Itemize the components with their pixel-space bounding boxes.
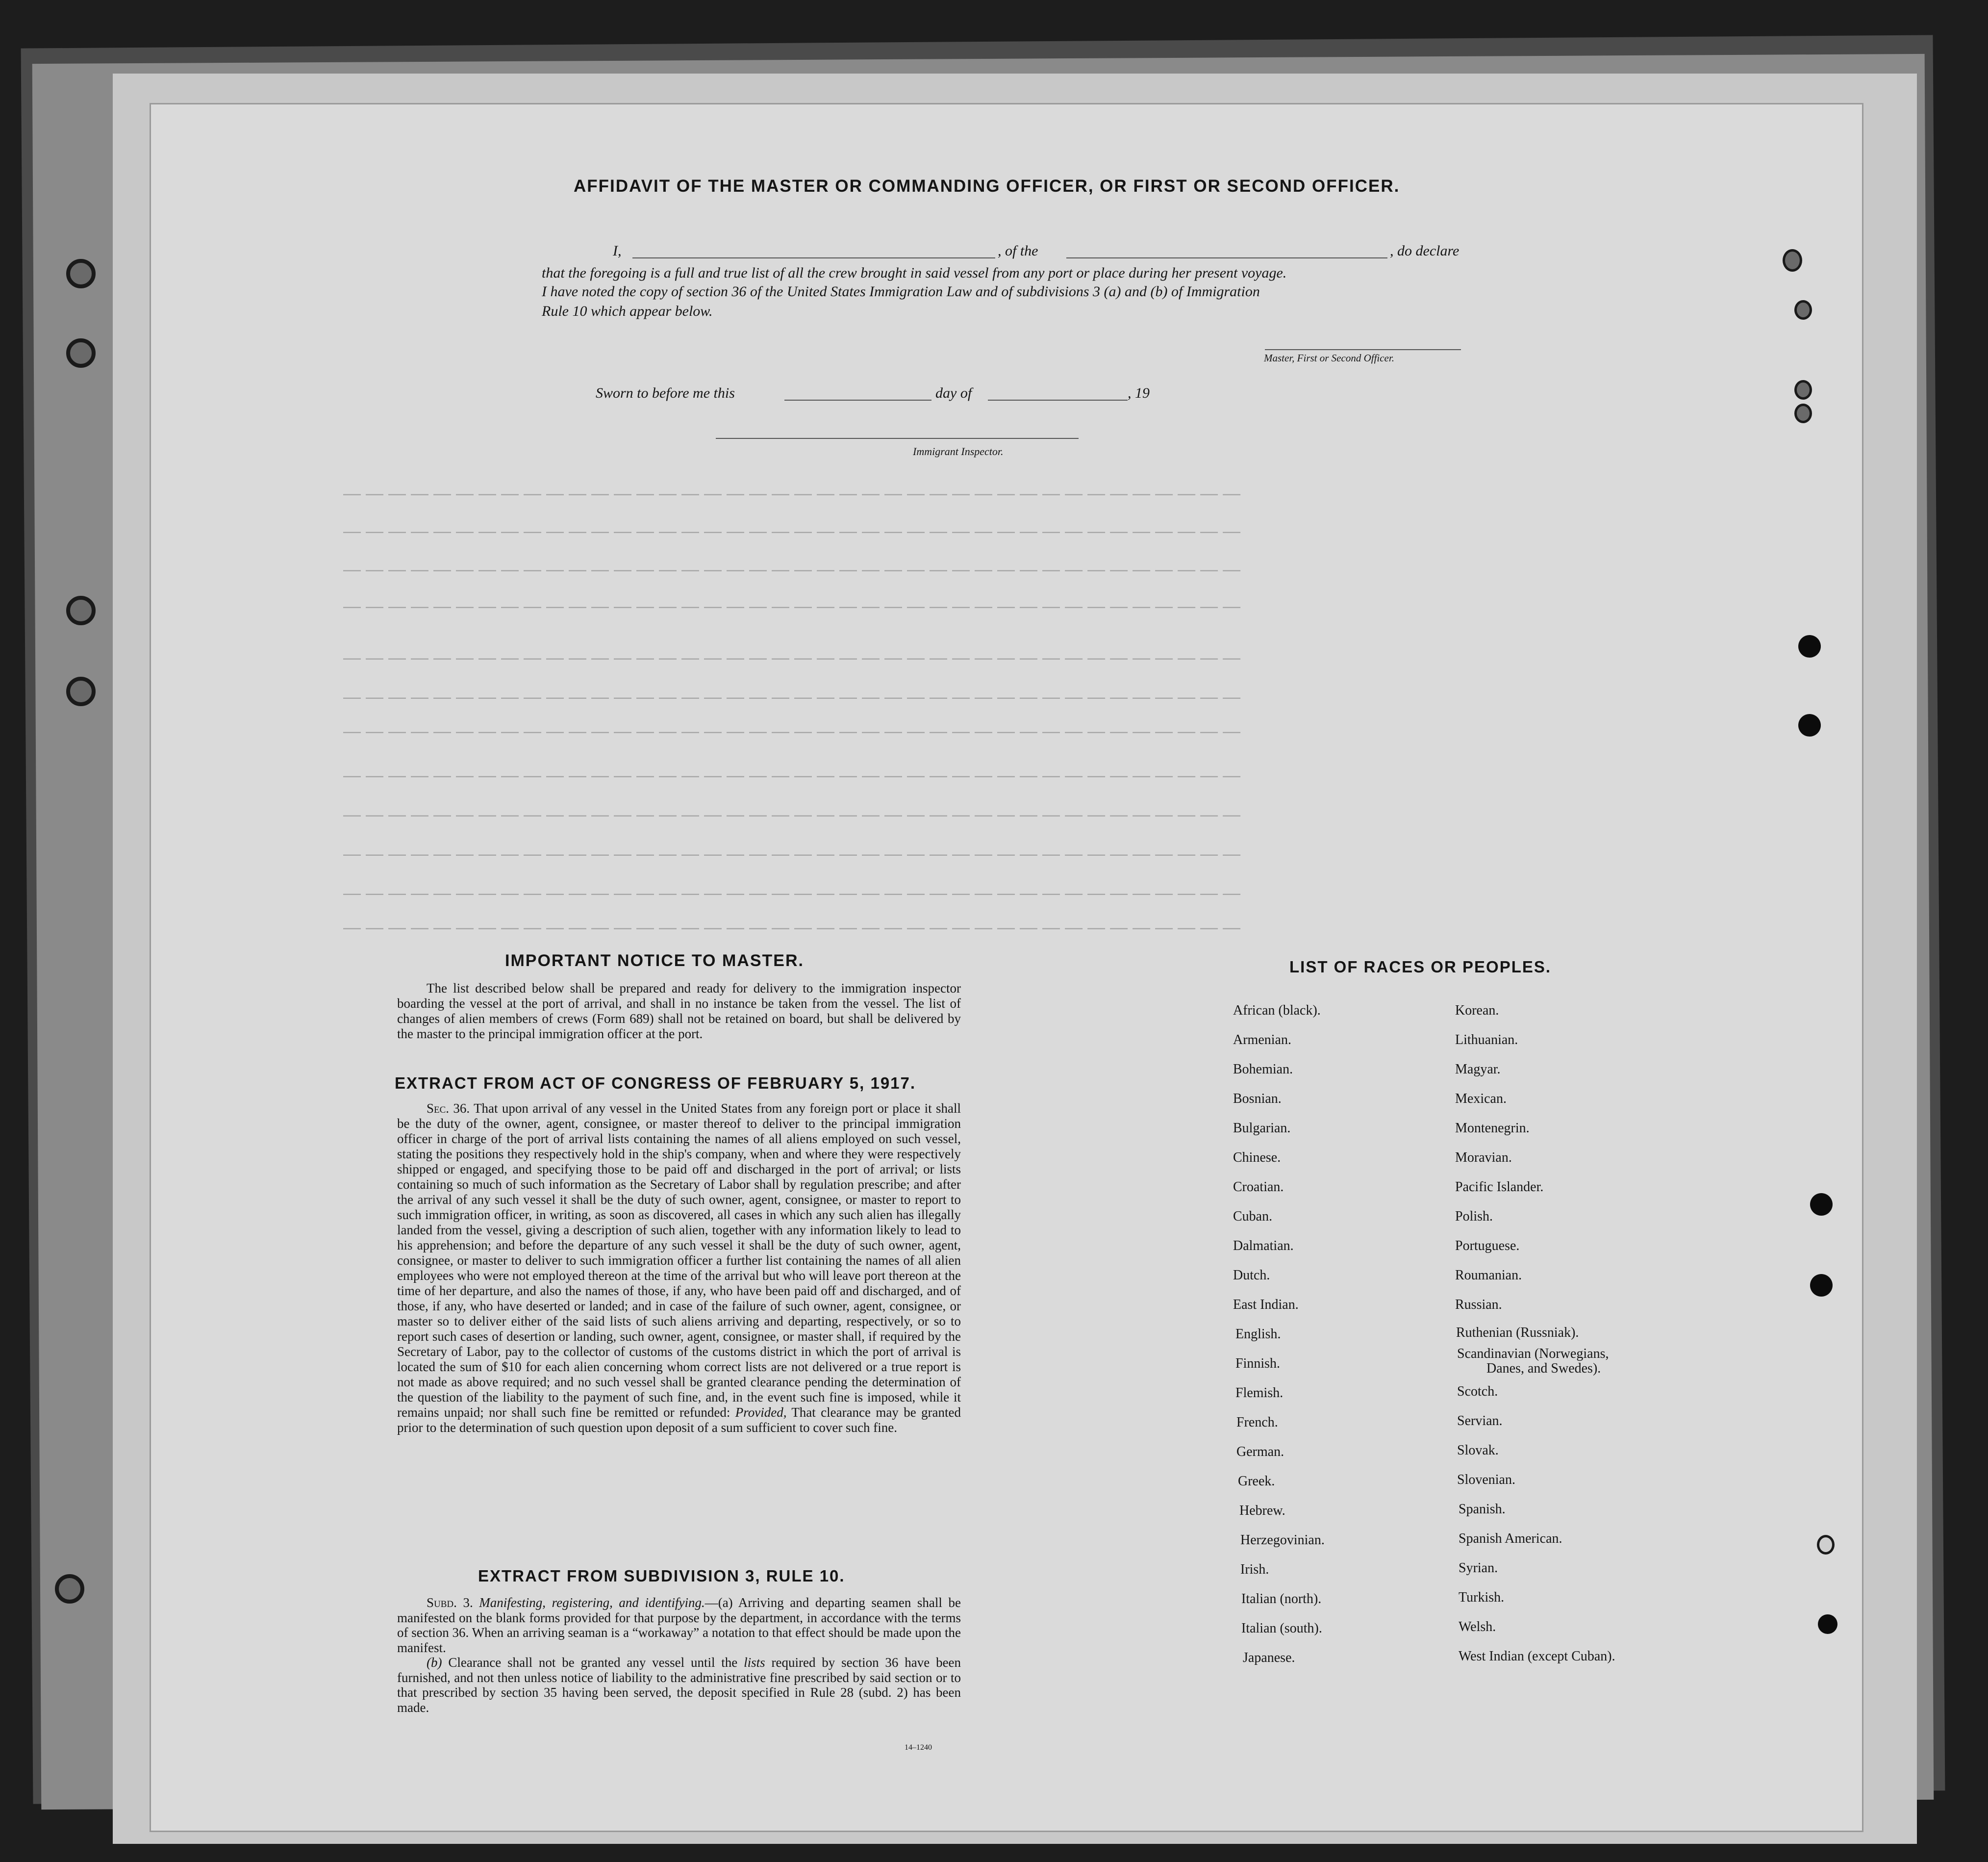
inspector-signature-line — [716, 438, 1079, 439]
race-item: Slovenian. — [1457, 1472, 1515, 1487]
affidavit-line-2: that the foregoing is a full and true list of all the crew brought in said vessel from any port or place during her present voyage. — [542, 265, 1287, 281]
race-item: Welsh. — [1459, 1619, 1496, 1634]
section-text: That upon arrival of any vessel in the United States from any foreign port or place it shall be the duty of the owner, agent, consignee, or master thereof to deliver to the principal immigration officer in charge of the port of arrival lists containing the names of all aliens employed on such vessel, stating the positions they respectively hold in the ship's company, when and where they were respectively shipped or engaged, and specifying those to be paid off and discharged in the port of arrival; or lists containing so much of such information as the Secretary of Labor shall by regulation prescribe; and after the arrival of any such vessel it shall be the duty of such owner, agent, consignee, or master to report to such immigration officer, in writing, as soon as discovered, all cases in which any such alien has illegally landed from the vessel, giving a description of such alien, together with any information likely to lead to his apprehension; and before the departure of any such vessel it shall be the duty of such owner, agent, consignee, or master to deliver to such immigration officer a further list containing the names of all alien employees who were not employed thereon at the time of the arrival but who will leave port thereon at the time of her departure, and also the names of those, if any, who have been paid off and discharged, and of those, if any, who have deserted or landed; and in case of the failure of such owner, agent, consignee, or master so to deliver either of the said lists of such aliens arriving and departing, respectively, or so to report such cases of desertion or landing, such owner, agent, consignee, or master shall, if required by the Secretary of Labor, pay to the collector of customs of the customs district in which the port of arrival is located the sum of $10 for each alien concerning whom correct lists are not delivered or a true report is not made as above required; and no such vessel shall be granted clearance pending the determination of the question of the liability to the payment of such fine, and, in the event such fine is imposed, while it remains unpaid; nor shall such fine be remitted or refunded: — [397, 1101, 961, 1420]
punch-hole — [1817, 1535, 1835, 1555]
race-item: Bulgarian. — [1233, 1121, 1291, 1136]
race-item: Turkish. — [1459, 1590, 1505, 1605]
bleed-through-row: — — — — — — — — — — — — — — — — — — — — — — — — — — — — — — — — — — — — — — — — — [343, 483, 1241, 503]
bleed-through-row: — — — — — — — — — — — — — — — — — — — — — — — — — — — — — — — — — — — — — — — — — [343, 596, 1241, 616]
year-label: , 19 — [1128, 385, 1150, 401]
affidavit-title: AFFIDAVIT OF THE MASTER OR COMMANDING OFFICER, OR FIRST OR SECOND OFFICER. — [574, 177, 1400, 196]
race-item: Scotch. — [1457, 1384, 1498, 1399]
binder-hole — [66, 596, 96, 625]
affidavit-of-the: , of the — [998, 243, 1038, 259]
bleed-through-row: — — — — — — — — — — — — — — — — — — — — — — — — — — — — — — — — — — — — — — — — — [343, 765, 1241, 785]
binder-hole — [55, 1574, 84, 1604]
race-item: Dutch. — [1233, 1268, 1270, 1283]
binder-hole — [66, 677, 96, 706]
race-item: Roumanian. — [1455, 1268, 1522, 1283]
punch-hole — [1798, 714, 1821, 737]
race-item: Pacific Islander. — [1455, 1179, 1544, 1195]
punch-hole — [1798, 635, 1821, 658]
race-item: Cuban. — [1233, 1209, 1273, 1224]
punch-hole — [1810, 1274, 1833, 1297]
punch-hole — [1818, 1614, 1837, 1634]
punch-hole — [1810, 1193, 1833, 1216]
document-page — [150, 103, 1863, 1832]
master-caption: Master, First or Second Officer. — [1264, 352, 1394, 364]
bleed-through-row: — — — — — — — — — — — — — — — — — — — — — — — — — — — — — — — — — — — — — — — — — [343, 917, 1241, 937]
race-item: Croatian. — [1233, 1179, 1284, 1195]
affidavit-do-declare: , do declare — [1390, 243, 1460, 259]
race-item: German. — [1236, 1444, 1284, 1459]
bleed-through-row: — — — — — — — — — — — — — — — — — — — — — — — — — — — — — — — — — — — — — — — — — [343, 883, 1241, 903]
race-item: Polish. — [1455, 1209, 1493, 1224]
race-item: Bohemian. — [1233, 1062, 1293, 1077]
print-code: 14–1240 — [905, 1743, 932, 1752]
master-signature-line — [1265, 349, 1461, 350]
day-of-label: day of — [935, 385, 972, 401]
subdivision-title: Manifesting, registering, and identifying. — [479, 1595, 705, 1610]
sworn-month-blank — [988, 400, 1128, 401]
race-item: Montenegrin. — [1455, 1121, 1530, 1136]
race-item: African (black). — [1233, 1003, 1321, 1018]
bleed-through-row: — — — — — — — — — — — — — — — — — — — — — — — — — — — — — — — — — — — — — — — — — [343, 559, 1241, 579]
race-item: Servian. — [1457, 1413, 1503, 1428]
race-item: Ruthenian (Russniak). — [1456, 1325, 1579, 1340]
rule-paragraph-b — [397, 1655, 961, 1715]
section-text-end: That clearance may be granted prior to the determination of such question upon deposit of a sum sufficient to cover such fine. — [397, 1405, 961, 1435]
punch-hole — [1794, 380, 1812, 400]
race-item: Bosnian. — [1233, 1091, 1282, 1106]
race-item: West Indian (except Cuban). — [1459, 1649, 1615, 1664]
race-item: French. — [1236, 1415, 1278, 1430]
race-item: Spanish American. — [1459, 1531, 1562, 1546]
race-item: Moravian. — [1455, 1150, 1512, 1165]
rule-heading: EXTRACT FROM SUBDIVISION 3, RULE 10. — [478, 1567, 845, 1585]
race-item: Italian (north). — [1241, 1591, 1322, 1607]
race-item: Greek. — [1238, 1474, 1275, 1489]
sworn-day-blank — [784, 400, 931, 401]
punch-hole — [1794, 300, 1812, 320]
race-item: Scandinavian (Norwegians, — [1457, 1346, 1609, 1361]
sworn-label: Sworn to before me this — [596, 385, 735, 401]
bleed-through-row: — — — — — — — — — — — — — — — — — — — — — — — — — — — — — — — — — — — — — — — — — [343, 843, 1241, 864]
rule-body — [397, 1595, 961, 1715]
punch-hole — [1794, 404, 1812, 423]
race-item: Syrian. — [1459, 1560, 1498, 1576]
provided-label: Provided, — [735, 1405, 787, 1420]
race-item: Irish. — [1240, 1562, 1269, 1577]
notice-heading: IMPORTANT NOTICE TO MASTER. — [505, 951, 804, 970]
race-item: Herzegovinian. — [1240, 1532, 1325, 1548]
bleed-through-row: — — — — — — — — — — — — — — — — — — — — — — — — — — — — — — — — — — — — — — — — — [343, 521, 1241, 541]
binder-hole — [66, 259, 96, 288]
affidavit-i: I, — [613, 243, 622, 259]
name-blank — [632, 257, 995, 258]
notice-body: The list described below shall be prepared and ready for delivery to the immigration inspector boarding the vessel at the port of arrival, and shall in no instance be taken from the vessel. The list of changes of alien members of crews (Form 689) shall not be retained on board, but shall be delivered by the master to the principal immigration officer at the port. — [397, 981, 961, 1041]
section-label: Sec. 36. — [427, 1101, 470, 1116]
race-item: East Indian. — [1233, 1297, 1299, 1312]
races-heading: LIST OF RACES OR PEOPLES. — [1289, 958, 1552, 976]
paragraph-b-label: (b) — [427, 1655, 442, 1670]
race-item: Russian. — [1455, 1297, 1502, 1312]
paragraph-a-text: —(a) Arriving and departing seamen shall be manifested on the blank forms provided for that purpose by the department, in accordance with the terms of section 36. When an arriving seaman is a “workaway” a notation to that effect should be made upon the manifest. — [397, 1595, 961, 1655]
race-item: Danes, and Swedes). — [1486, 1361, 1601, 1376]
race-item: Armenian. — [1233, 1032, 1291, 1047]
race-item: Flemish. — [1235, 1385, 1283, 1401]
race-item: Spanish. — [1459, 1502, 1506, 1517]
race-item: English. — [1235, 1326, 1281, 1342]
paragraph-b-lists: lists — [744, 1655, 765, 1670]
race-item: Slovak. — [1457, 1443, 1499, 1458]
race-item: Japanese. — [1243, 1650, 1295, 1665]
paragraph-b-text: Clearance shall not be granted any vessel until the — [448, 1655, 738, 1670]
race-item: Portuguese. — [1455, 1238, 1520, 1253]
paragraph-b-text-end: required by section 36 have been furnished, and not then unless notice of liability to the administrative fine prescribed by said section or to that prescribed by section 35 having been served, the deposit specified in Rule 28 (subd. 2) has been made. — [397, 1655, 961, 1715]
race-item: Finnish. — [1235, 1356, 1281, 1371]
race-item: Magyar. — [1455, 1062, 1501, 1077]
race-item: Mexican. — [1455, 1091, 1507, 1106]
act-heading: EXTRACT FROM ACT OF CONGRESS OF FEBRUARY 5, 1917. — [395, 1074, 916, 1092]
bleed-through-row: — — — — — — — — — — — — — — — — — — — — — — — — — — — — — — — — — — — — — — — — — [343, 804, 1241, 824]
bleed-through-row: — — — — — — — — — — — — — — — — — — — — — — — — — — — — — — — — — — — — — — — — — [343, 687, 1241, 707]
rule-paragraph-a — [397, 1595, 961, 1655]
affidavit-line-4: Rule 10 which appear below. — [542, 303, 713, 319]
bleed-through-row: — — — — — — — — — — — — — — — — — — — — — — — — — — — — — — — — — — — — — — — — — [343, 721, 1241, 741]
race-item: Hebrew. — [1239, 1503, 1285, 1518]
vessel-blank — [1066, 257, 1387, 258]
inspector-caption: Immigrant Inspector. — [913, 445, 1004, 458]
punch-hole — [1783, 249, 1802, 272]
race-item: Italian (south). — [1241, 1621, 1322, 1636]
race-item: Dalmatian. — [1233, 1238, 1294, 1253]
act-body — [397, 1101, 961, 1435]
subdivision-label: Subd. 3. — [427, 1595, 473, 1610]
affidavit-line-3: I have noted the copy of section 36 of the United States Immigration Law and of subdivisions 3 (a) and (b) of Immigration — [542, 283, 1260, 300]
race-item: Korean. — [1455, 1003, 1499, 1018]
race-item: Lithuanian. — [1455, 1032, 1518, 1047]
race-item: Chinese. — [1233, 1150, 1281, 1165]
bleed-through-row: — — — — — — — — — — — — — — — — — — — — — — — — — — — — — — — — — — — — — — — — — [343, 647, 1241, 667]
binder-hole — [66, 338, 96, 368]
